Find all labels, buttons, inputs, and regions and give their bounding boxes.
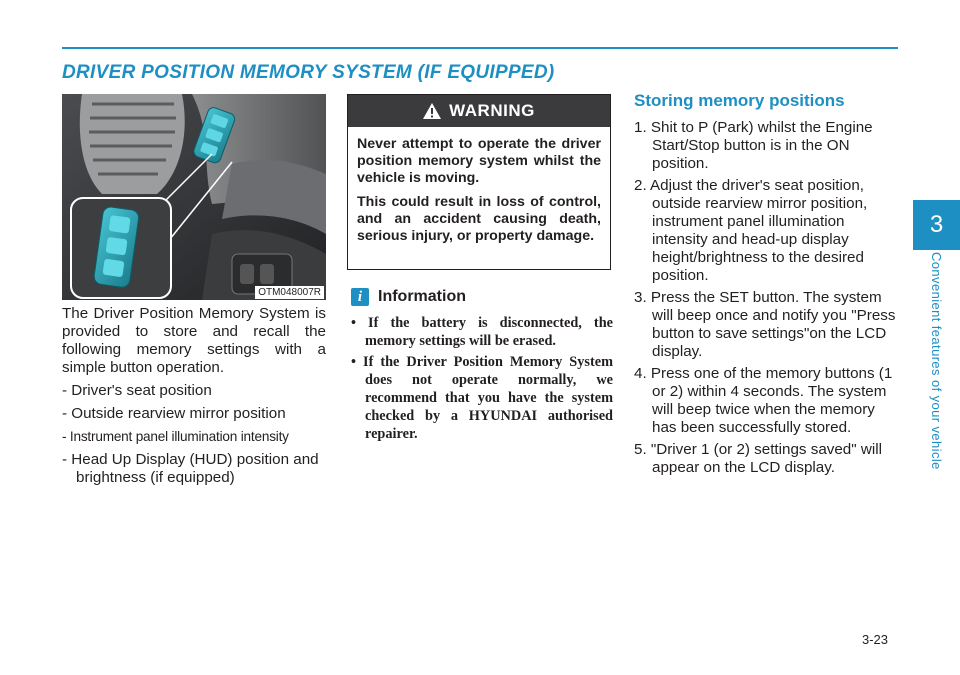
list-item: - Instrument panel illumination intensity (62, 429, 289, 444)
information-header (351, 286, 613, 308)
warning-header (348, 95, 610, 127)
intro-paragraph: The Driver Position Memory System is provided to store and recall the following memory settings with a simple button operation. (62, 305, 326, 376)
chapter-title: Convenient features of your vehicle (929, 252, 944, 470)
door-trim-drawing (62, 94, 326, 300)
information-list (351, 314, 613, 443)
step-item: 3. Press the SET button. The system will beep once and notify you "Press button to save settings"on the LCD display. (634, 289, 896, 360)
warning-triangle-icon (423, 103, 441, 119)
intro-section (62, 305, 326, 492)
information-section (351, 286, 613, 446)
warning-text: Never attempt to operate the driver position memory system whilst the vehicle is moving. (357, 136, 601, 186)
figure-code: OTM048007R (255, 286, 324, 299)
storing-section (634, 91, 898, 481)
chapter-side-label (926, 252, 946, 492)
section-heading: Storing memory positions (634, 91, 845, 110)
info-icon: i (351, 288, 369, 306)
storing-steps (634, 119, 898, 477)
warning-box (347, 94, 611, 270)
top-rule (62, 47, 898, 49)
step-item: 1. Shit to P (Park) whilst the Engine Start/Stop button is in the ON position. (634, 119, 873, 172)
warning-text: This could result in loss of control, and an accident causing death, serious injury, or property damage. (357, 194, 601, 244)
list-item: - Head Up Display (HUD) position and brightness (if equipped) (62, 451, 319, 486)
list-item: - Driver's seat position (62, 382, 212, 399)
step-item: 4. Press one of the memory buttons (1 or 2) within 4 seconds. The system will beep twice when the memory has been successfully stored. (634, 365, 893, 436)
list-item: - Outside rearview mirror position (62, 405, 286, 422)
warning-title: WARNING (449, 101, 535, 120)
door-memory-buttons-illustration (62, 94, 326, 300)
step-item: 2. Adjust the driver's seat position, outside rearview mirror position, instrument panel illumination intensity and head-up display height/brightness to the desired position. (634, 177, 868, 284)
warning-body (348, 127, 610, 245)
page-number: 3-23 (862, 632, 889, 647)
page-title: DRIVER POSITION MEMORY SYSTEM (IF EQUIPPED) (62, 62, 555, 83)
memory-settings-list (62, 382, 326, 487)
list-item: • If the Driver Position Memory System does not operate normally, we recommend that you have the system checked by a HYUNDAI authorised repairer. (351, 354, 613, 442)
step-item: 5. "Driver 1 (or 2) settings saved" will appear on the LCD display. (634, 441, 882, 476)
chapter-tab: 3 (913, 200, 960, 250)
list-item: • If the battery is disconnected, the memory settings will be erased. (351, 315, 613, 349)
information-title: Information (378, 288, 466, 305)
